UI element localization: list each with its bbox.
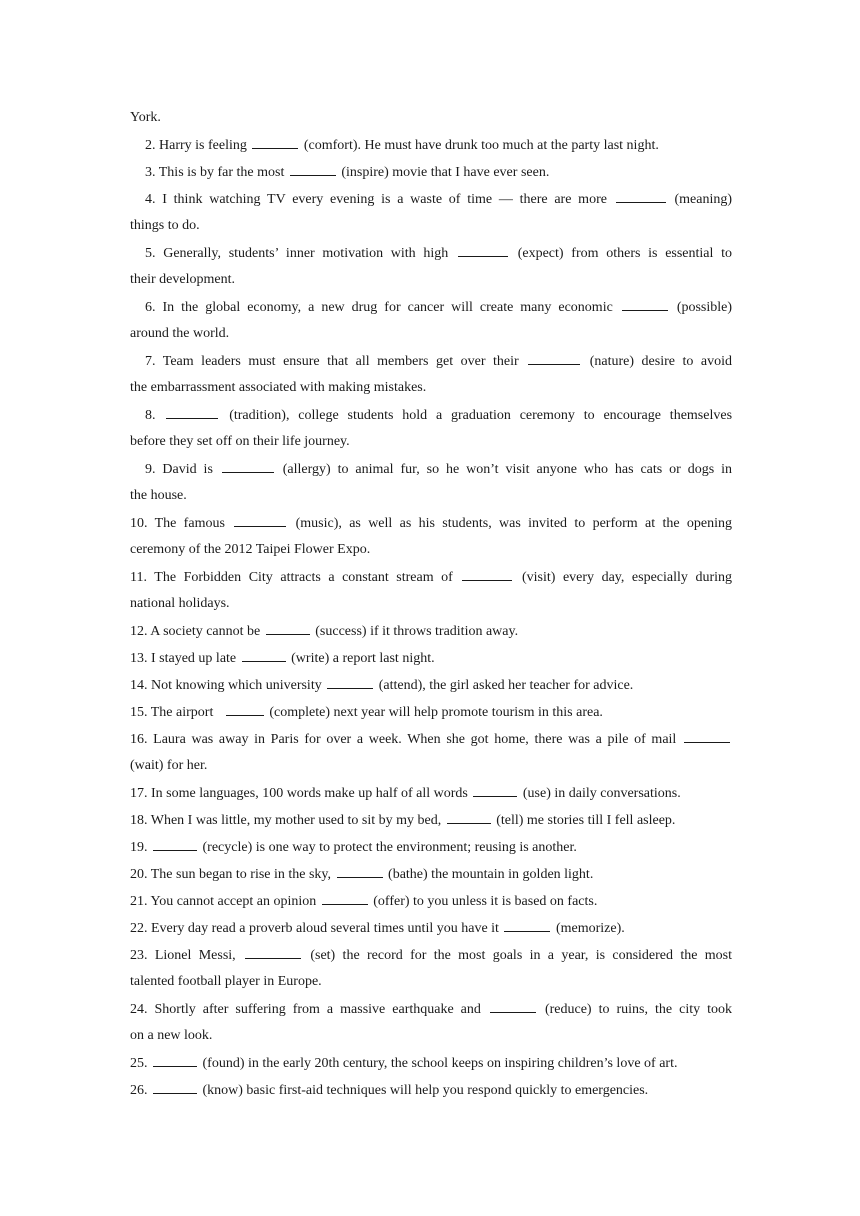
q8-text-b: (tradition), college students hold a graduation ceremony to encourage themselves [229, 408, 733, 423]
q22-text-b: (memorize). [555, 921, 625, 936]
q17-text: 17. In some languages, 100 words make up half of all words [130, 786, 468, 801]
q21-text-b: (offer) to you unless it is based on facts. [373, 894, 598, 909]
question-9-cont [130, 486, 732, 513]
q24-blank[interactable] [490, 999, 536, 1013]
q11-text: 11. The Forbidden City attracts a constant stream of [130, 570, 453, 585]
q12-text-b: (success) if it throws tradition away. [315, 624, 519, 639]
q15-blank[interactable] [226, 702, 264, 716]
q5-text: 5. Generally, students’ inner motivation with high [145, 246, 449, 261]
q25-text: 25. [130, 1056, 148, 1071]
q16-blank[interactable] [684, 729, 730, 743]
q6-blank[interactable] [622, 297, 668, 311]
q25-blank[interactable] [153, 1053, 197, 1067]
q8-text: 8. [145, 408, 156, 423]
question-20 [130, 864, 732, 891]
q9-blank[interactable] [222, 459, 274, 473]
question-22 [130, 918, 732, 945]
q4-text-c: things to do. [130, 218, 200, 233]
question-9 [130, 459, 732, 479]
q7-text-c: the embarrassment associated with making mistakes. [130, 380, 427, 395]
question-17 [130, 783, 732, 810]
question-11-cont [130, 594, 732, 621]
q25-text-b: (found) in the early 20th century, the school keeps on inspiring children’s love of art. [202, 1056, 678, 1071]
question-23 [130, 945, 732, 965]
q15-text: 15. The airport [130, 705, 214, 720]
q23-text-c: talented football player in Europe. [130, 974, 322, 989]
question-24-cont [130, 1026, 732, 1053]
question-7-cont [130, 378, 732, 405]
q3-text: 3. This is by far the most [145, 165, 285, 180]
q12-text: 12. A society cannot be [130, 624, 261, 639]
q10-text-b: (music), as well as his students, was invited to perform at the opening [295, 516, 733, 531]
question-11 [130, 567, 732, 587]
question-4 [130, 189, 732, 209]
question-3 [130, 162, 732, 189]
q10-text: 10. The famous [130, 516, 225, 531]
q23-blank[interactable] [245, 945, 301, 959]
q15-text-b: (complete) next year will help promote tourism in this area. [269, 705, 603, 720]
q5-blank[interactable] [458, 243, 508, 257]
q24-text: 24. Shortly after suffering from a massive earthquake and [130, 1002, 481, 1017]
q17-text-b: (use) in daily conversations. [522, 786, 681, 801]
q10-blank[interactable] [234, 513, 286, 527]
question-25 [130, 1053, 732, 1080]
q2-blank[interactable] [252, 135, 298, 149]
question-2 [130, 135, 732, 162]
q20-text-b: (bathe) the mountain in golden light. [388, 867, 594, 882]
q13-blank[interactable] [242, 648, 286, 662]
q9-text-b: (allergy) to animal fur, so he won’t visit anyone who has cats or dogs in [282, 462, 732, 477]
question-6 [130, 297, 732, 317]
q19-blank[interactable] [153, 837, 197, 851]
q20-blank[interactable] [337, 864, 383, 878]
q13-text: 13. I stayed up late [130, 651, 237, 666]
q17-blank[interactable] [473, 783, 517, 797]
question-6-cont [130, 324, 732, 351]
q3-blank[interactable] [290, 162, 336, 176]
q7-text: 7. Team leaders must ensure that all members get over their [145, 354, 519, 369]
question-23-cont [130, 972, 732, 999]
q14-blank[interactable] [327, 675, 373, 689]
q14-text-b: (attend), the girl asked her teacher for advice. [378, 678, 634, 693]
q10-text-c: ceremony of the 2012 Taipei Flower Expo. [130, 542, 371, 557]
question-19 [130, 837, 732, 864]
q18-text: 18. When I was little, my mother used to sit by my bed, [130, 813, 442, 828]
q5-text-c: their development. [130, 272, 235, 287]
q3-text-b: (inspire) movie that I have ever seen. [341, 165, 550, 180]
q2-text-b: (comfort). He must have drunk too much at the party last night. [303, 138, 659, 153]
question-24 [130, 999, 732, 1019]
q18-blank[interactable] [447, 810, 491, 824]
q5-text-b: (expect) from others is essential to [517, 246, 733, 261]
q26-blank[interactable] [153, 1080, 197, 1094]
question-10-cont [130, 540, 732, 567]
question-8-cont [130, 432, 732, 459]
q4-text-b: (meaning) [674, 192, 733, 207]
question-15 [130, 702, 732, 729]
q23-text-b: (set) the record for the most goals in a year, is considered the most [310, 948, 733, 963]
q16-text-c: (wait) for her. [130, 758, 208, 773]
q24-text-c: on a new look. [130, 1028, 213, 1043]
q6-text-b: (possible) [676, 300, 733, 315]
question-5 [130, 243, 732, 263]
q24-text-b: (reduce) to ruins, the city took [544, 1002, 732, 1017]
question-16-cont [130, 756, 732, 783]
q12-blank[interactable] [266, 621, 310, 635]
q8-blank[interactable] [166, 405, 218, 419]
q18-text-b: (tell) me stories till I fell asleep. [496, 813, 676, 828]
question-18 [130, 810, 732, 837]
text: York. [130, 110, 161, 125]
q19-text: 19. [130, 840, 148, 855]
q21-blank[interactable] [322, 891, 368, 905]
q6-text: 6. In the global economy, a new drug for cancer will create many economic [145, 300, 613, 315]
question-4-cont [130, 216, 732, 243]
q14-text: 14. Not knowing which university [130, 678, 322, 693]
q16-text: 16. Laura was away in Paris for over a week. When she got home, there was a pile of mail [130, 732, 677, 747]
q22-text: 22. Every day read a proverb aloud several times until you have it [130, 921, 499, 936]
question-12 [130, 621, 732, 648]
q7-blank[interactable] [528, 351, 580, 365]
question-5-cont [130, 270, 732, 297]
question-7 [130, 351, 732, 371]
q11-blank[interactable] [462, 567, 512, 581]
q9-text: 9. David is [145, 462, 213, 477]
question-14 [130, 675, 732, 702]
q26-text: 26. [130, 1083, 148, 1098]
q11-text-c: national holidays. [130, 596, 230, 611]
q8-text-c: before they set off on their life journey. [130, 434, 350, 449]
q19-text-b: (recycle) is one way to protect the environment; reusing is another. [202, 840, 577, 855]
exercise-page [130, 108, 732, 1107]
q4-blank[interactable] [616, 189, 666, 203]
line-york [130, 108, 732, 135]
question-21 [130, 891, 732, 918]
question-16 [130, 729, 732, 749]
question-26 [130, 1080, 732, 1107]
q4-text: 4. I think watching TV every evening is a waste of time — there are more [145, 192, 607, 207]
q20-text: 20. The sun began to rise in the sky, [130, 867, 332, 882]
q11-text-b: (visit) every day, especially during [521, 570, 733, 585]
q9-text-c: the house. [130, 488, 187, 503]
q7-text-b: (nature) desire to avoid [589, 354, 733, 369]
question-8 [130, 405, 732, 425]
q22-blank[interactable] [504, 918, 550, 932]
q26-text-b: (know) basic first-aid techniques will help you respond quickly to emergencies. [202, 1083, 649, 1098]
q23-text: 23. Lionel Messi, [130, 948, 236, 963]
q6-text-c: around the world. [130, 326, 230, 341]
q21-text: 21. You cannot accept an opinion [130, 894, 317, 909]
question-10 [130, 513, 732, 533]
q13-text-b: (write) a report last night. [291, 651, 435, 666]
question-13 [130, 648, 732, 675]
q2-text: 2. Harry is feeling [145, 138, 247, 153]
